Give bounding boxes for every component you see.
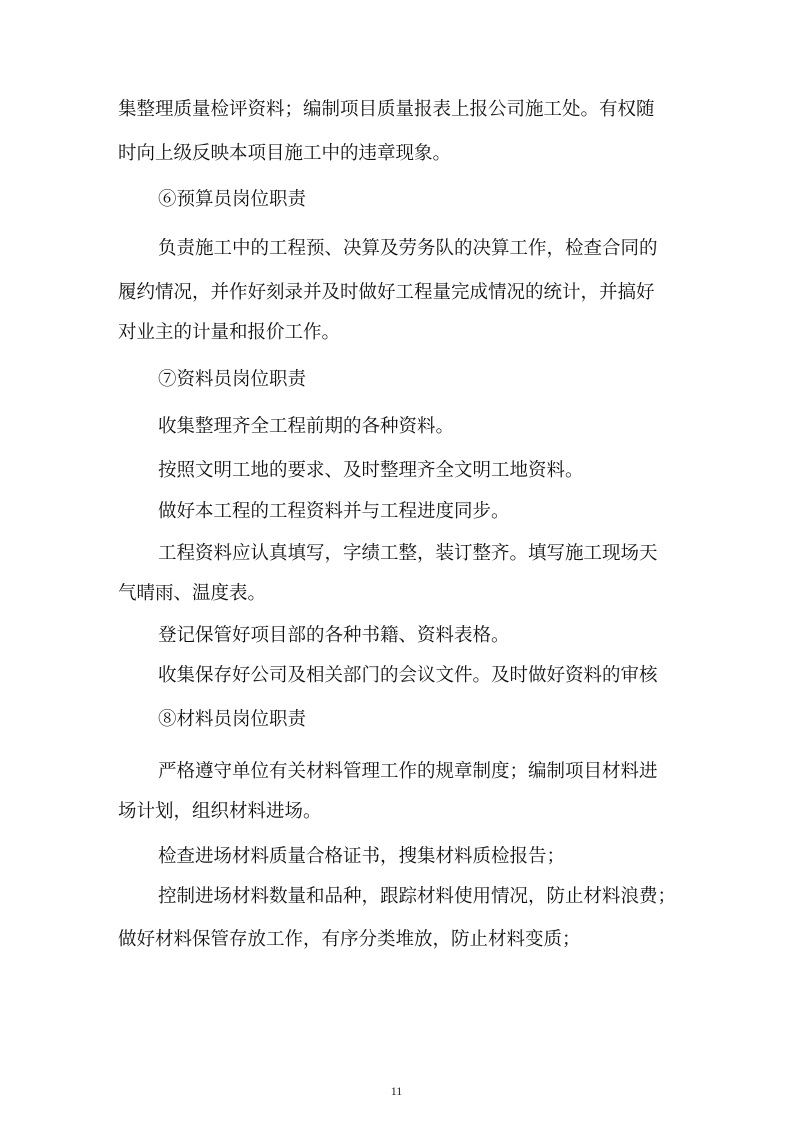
paragraph-line: 按照文明工地的要求、及时整理齐全文明工地资料。 <box>158 460 584 481</box>
paragraph-line: 对业主的计量和报价工作。 <box>118 322 341 343</box>
paragraph-line: 严格遵守单位有关材料管理工作的规章制度；编制项目材料进 <box>158 761 658 782</box>
paragraph-line: 检查进场材料质量合格证书，搜集材料质检报告； <box>158 846 566 867</box>
paragraph-line: 做好本工程的工程资料并与工程进度同步。 <box>158 501 510 522</box>
section-heading-documents: ⑦资料员岗位职责 <box>158 369 307 390</box>
section-heading-budget: ⑥预算员岗位职责 <box>158 189 307 210</box>
paragraph-line: 收集整理齐全工程前期的各种资料。 <box>158 416 455 437</box>
section-heading-materials: ⑧材料员岗位职责 <box>158 709 307 730</box>
paragraph-line: 做好材料保管存放工作，有序分类堆放，防止材料变质； <box>118 929 581 950</box>
paragraph-line: 负责施工中的工程预、决算及劳务队的决算工作，检查合同的 <box>158 238 658 259</box>
paragraph-line: 控制进场材料数量和品种，跟踪材料使用情况，防止材料浪费； <box>158 886 677 907</box>
paragraph-line: 工程资料应认真填写，字绩工整，装订整齐。填写施工现场天 <box>158 543 658 564</box>
paragraph-line: 场计划，组织材料进场。 <box>118 801 322 822</box>
paragraph-line: 气晴雨、温度表。 <box>118 583 267 604</box>
paragraph-line: 时向上级反映本项目施工中的违章现象。 <box>118 143 452 164</box>
paragraph-line: 登记保管好项目部的各种书籍、资料表格。 <box>158 625 510 646</box>
paragraph-line: 集整理质量检评资料；编制项目质量报表上报公司施工处。有权随 <box>118 99 655 120</box>
paragraph-line: 收集保存好公司及相关部门的会议文件。及时做好资料的审核 <box>158 665 658 686</box>
page-number: 11 <box>390 1084 403 1098</box>
paragraph-line: 履约情况，并作好刻录并及时做好工程量完成情况的统计，并搞好 <box>118 282 655 303</box>
